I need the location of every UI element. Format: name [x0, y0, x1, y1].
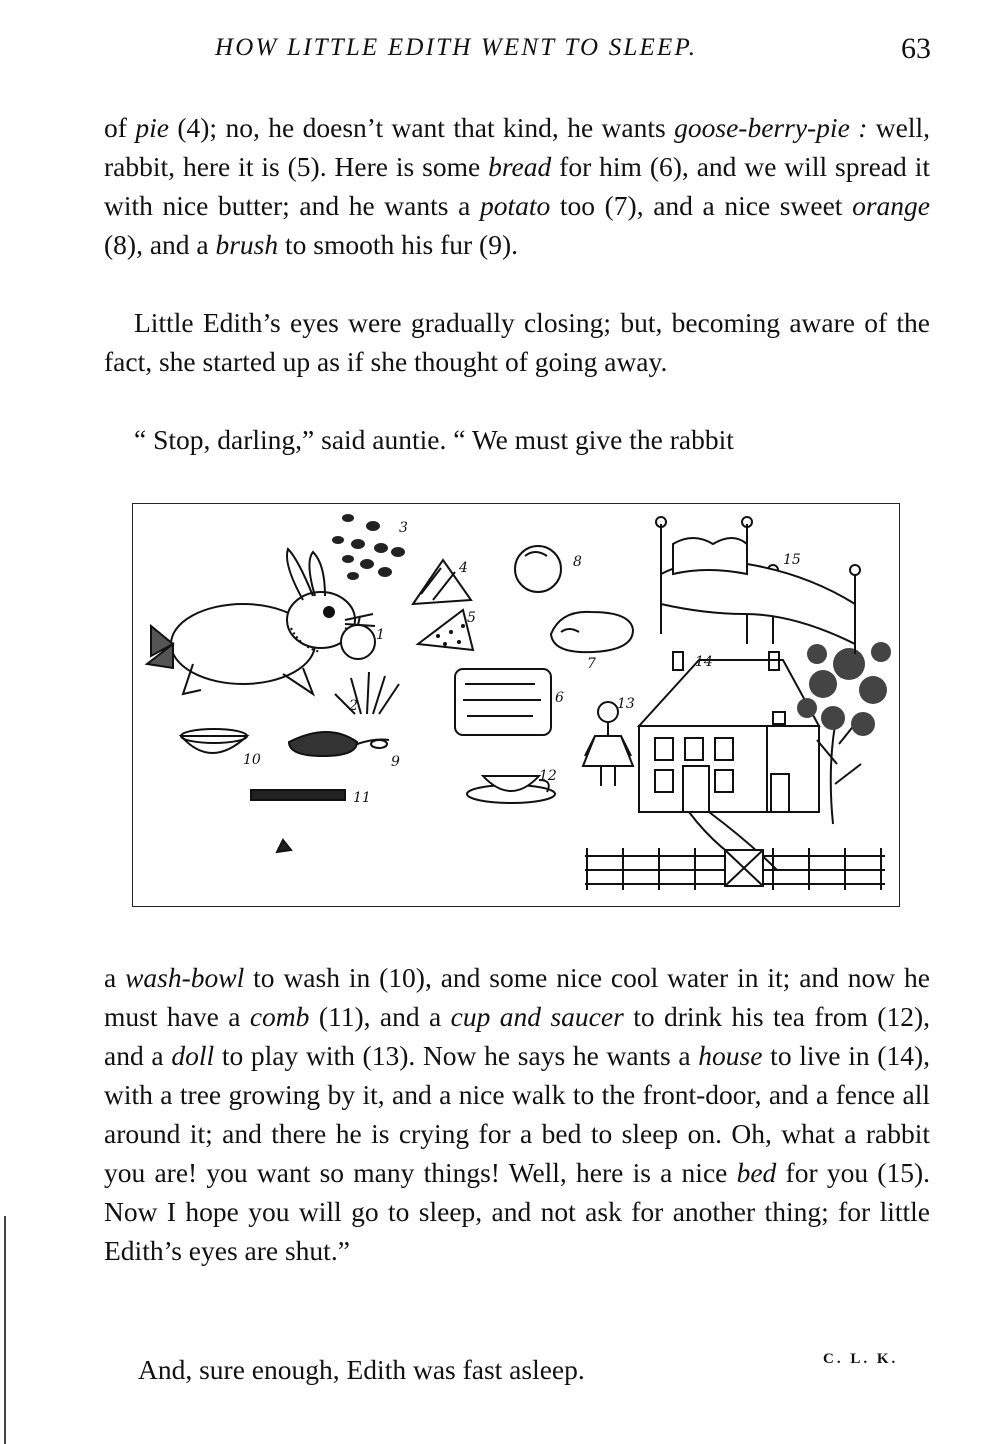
paragraph-5: [104, 1350, 930, 1389]
berries: [332, 514, 405, 580]
left-margin-line: [4, 1216, 6, 1444]
page-header: [215, 34, 935, 74]
figure-number-5: 5: [467, 610, 476, 626]
italic-term: bed: [736, 1157, 777, 1188]
text-run: of: [104, 112, 136, 143]
text-run: for you (15). Now I hope you will go to sleep, and not ask for another thing; for little Edith’s eyes are shut.”: [104, 1157, 930, 1266]
text-run: to wash in (10), and some nice cool water in it; and now he must have a: [104, 962, 930, 1032]
text-run: to smooth his fur (9).: [278, 229, 518, 260]
figure-number-1: 1: [376, 627, 385, 643]
text-run: (8), and a: [104, 229, 216, 260]
italic-term: wash-bowl: [125, 962, 245, 993]
house-figure: [639, 652, 819, 812]
page-number: 63: [901, 32, 931, 65]
italic-term: comb: [249, 1001, 310, 1032]
figure-number-9: 9: [391, 754, 400, 770]
text-run: (11), and a: [309, 1001, 451, 1032]
text-run: “ Stop, darling,” said auntie. “ We must give the rabbit: [134, 424, 734, 455]
italic-term: cup and saucer: [450, 1001, 624, 1032]
figure-number-10: 10: [243, 752, 261, 768]
italic-term: brush: [215, 229, 279, 260]
text-run: Little Edith’s eyes were gradually closing; but, becoming aware of the fact, she started up as if she thought of going away.: [104, 307, 930, 377]
illustration-drawing: [133, 504, 899, 906]
italic-term: pie: [135, 112, 169, 143]
figure-number-6: 6: [555, 690, 564, 706]
text-run: And, sure enough, Edith was fast asleep.: [138, 1354, 585, 1385]
running-title: HOW LITTLE EDITH WENT TO SLEEP.: [215, 34, 698, 61]
italic-term: goose-berry-pie :: [674, 112, 868, 143]
text-run: too (7), and a nice sweet: [550, 190, 853, 221]
paragraph-2: [104, 303, 930, 381]
text-run: well, rabbit, here it is (5). Here is some: [104, 112, 930, 182]
bed-figure: [656, 517, 860, 654]
italic-term: orange: [852, 190, 930, 221]
text-run: (4); no, he doesn’t want that kind, he wants: [168, 112, 675, 143]
figure-number-11: 11: [353, 790, 371, 806]
italic-term: house: [698, 1040, 763, 1071]
signature-initials: C. L. K.: [823, 1351, 899, 1367]
text-run: to drink his tea from (12), and a: [104, 1001, 930, 1071]
italic-term: potato: [479, 190, 551, 221]
text-run: to live in (14), with a tree growing by it, and a nice walk to the front-door, and a fence all around it; and there he is crying for a bed to sleep on. Oh, what a rabbit you are! you want so many things! Well, here is a nice: [104, 1040, 930, 1188]
rabbit-figure: [147, 549, 375, 694]
text-run: for him (6), and we will spread it with nice butter; and he wants a: [104, 151, 930, 221]
figure-number-4: 4: [459, 560, 468, 576]
figure-number-12: 12: [539, 768, 557, 784]
figure-number-15: 15: [783, 552, 801, 568]
figure-number-7: 7: [587, 656, 596, 672]
paragraph-3: [104, 420, 930, 459]
fence-figure: [585, 848, 885, 890]
figure-number-13: 13: [617, 696, 635, 712]
paragraph-4: [104, 958, 930, 1270]
text-run: to play with (13). Now he says he wants a: [214, 1040, 699, 1071]
illustration: [132, 503, 900, 907]
text-run: a: [104, 962, 126, 993]
italic-term: bread: [488, 151, 552, 182]
figure-number-8: 8: [573, 554, 582, 570]
figure-number-2: 2: [349, 698, 358, 714]
paragraph-1: [104, 108, 930, 264]
figure-number-3: 3: [399, 520, 408, 536]
figure-number-14: 14: [695, 654, 713, 670]
italic-term: doll: [171, 1040, 215, 1071]
